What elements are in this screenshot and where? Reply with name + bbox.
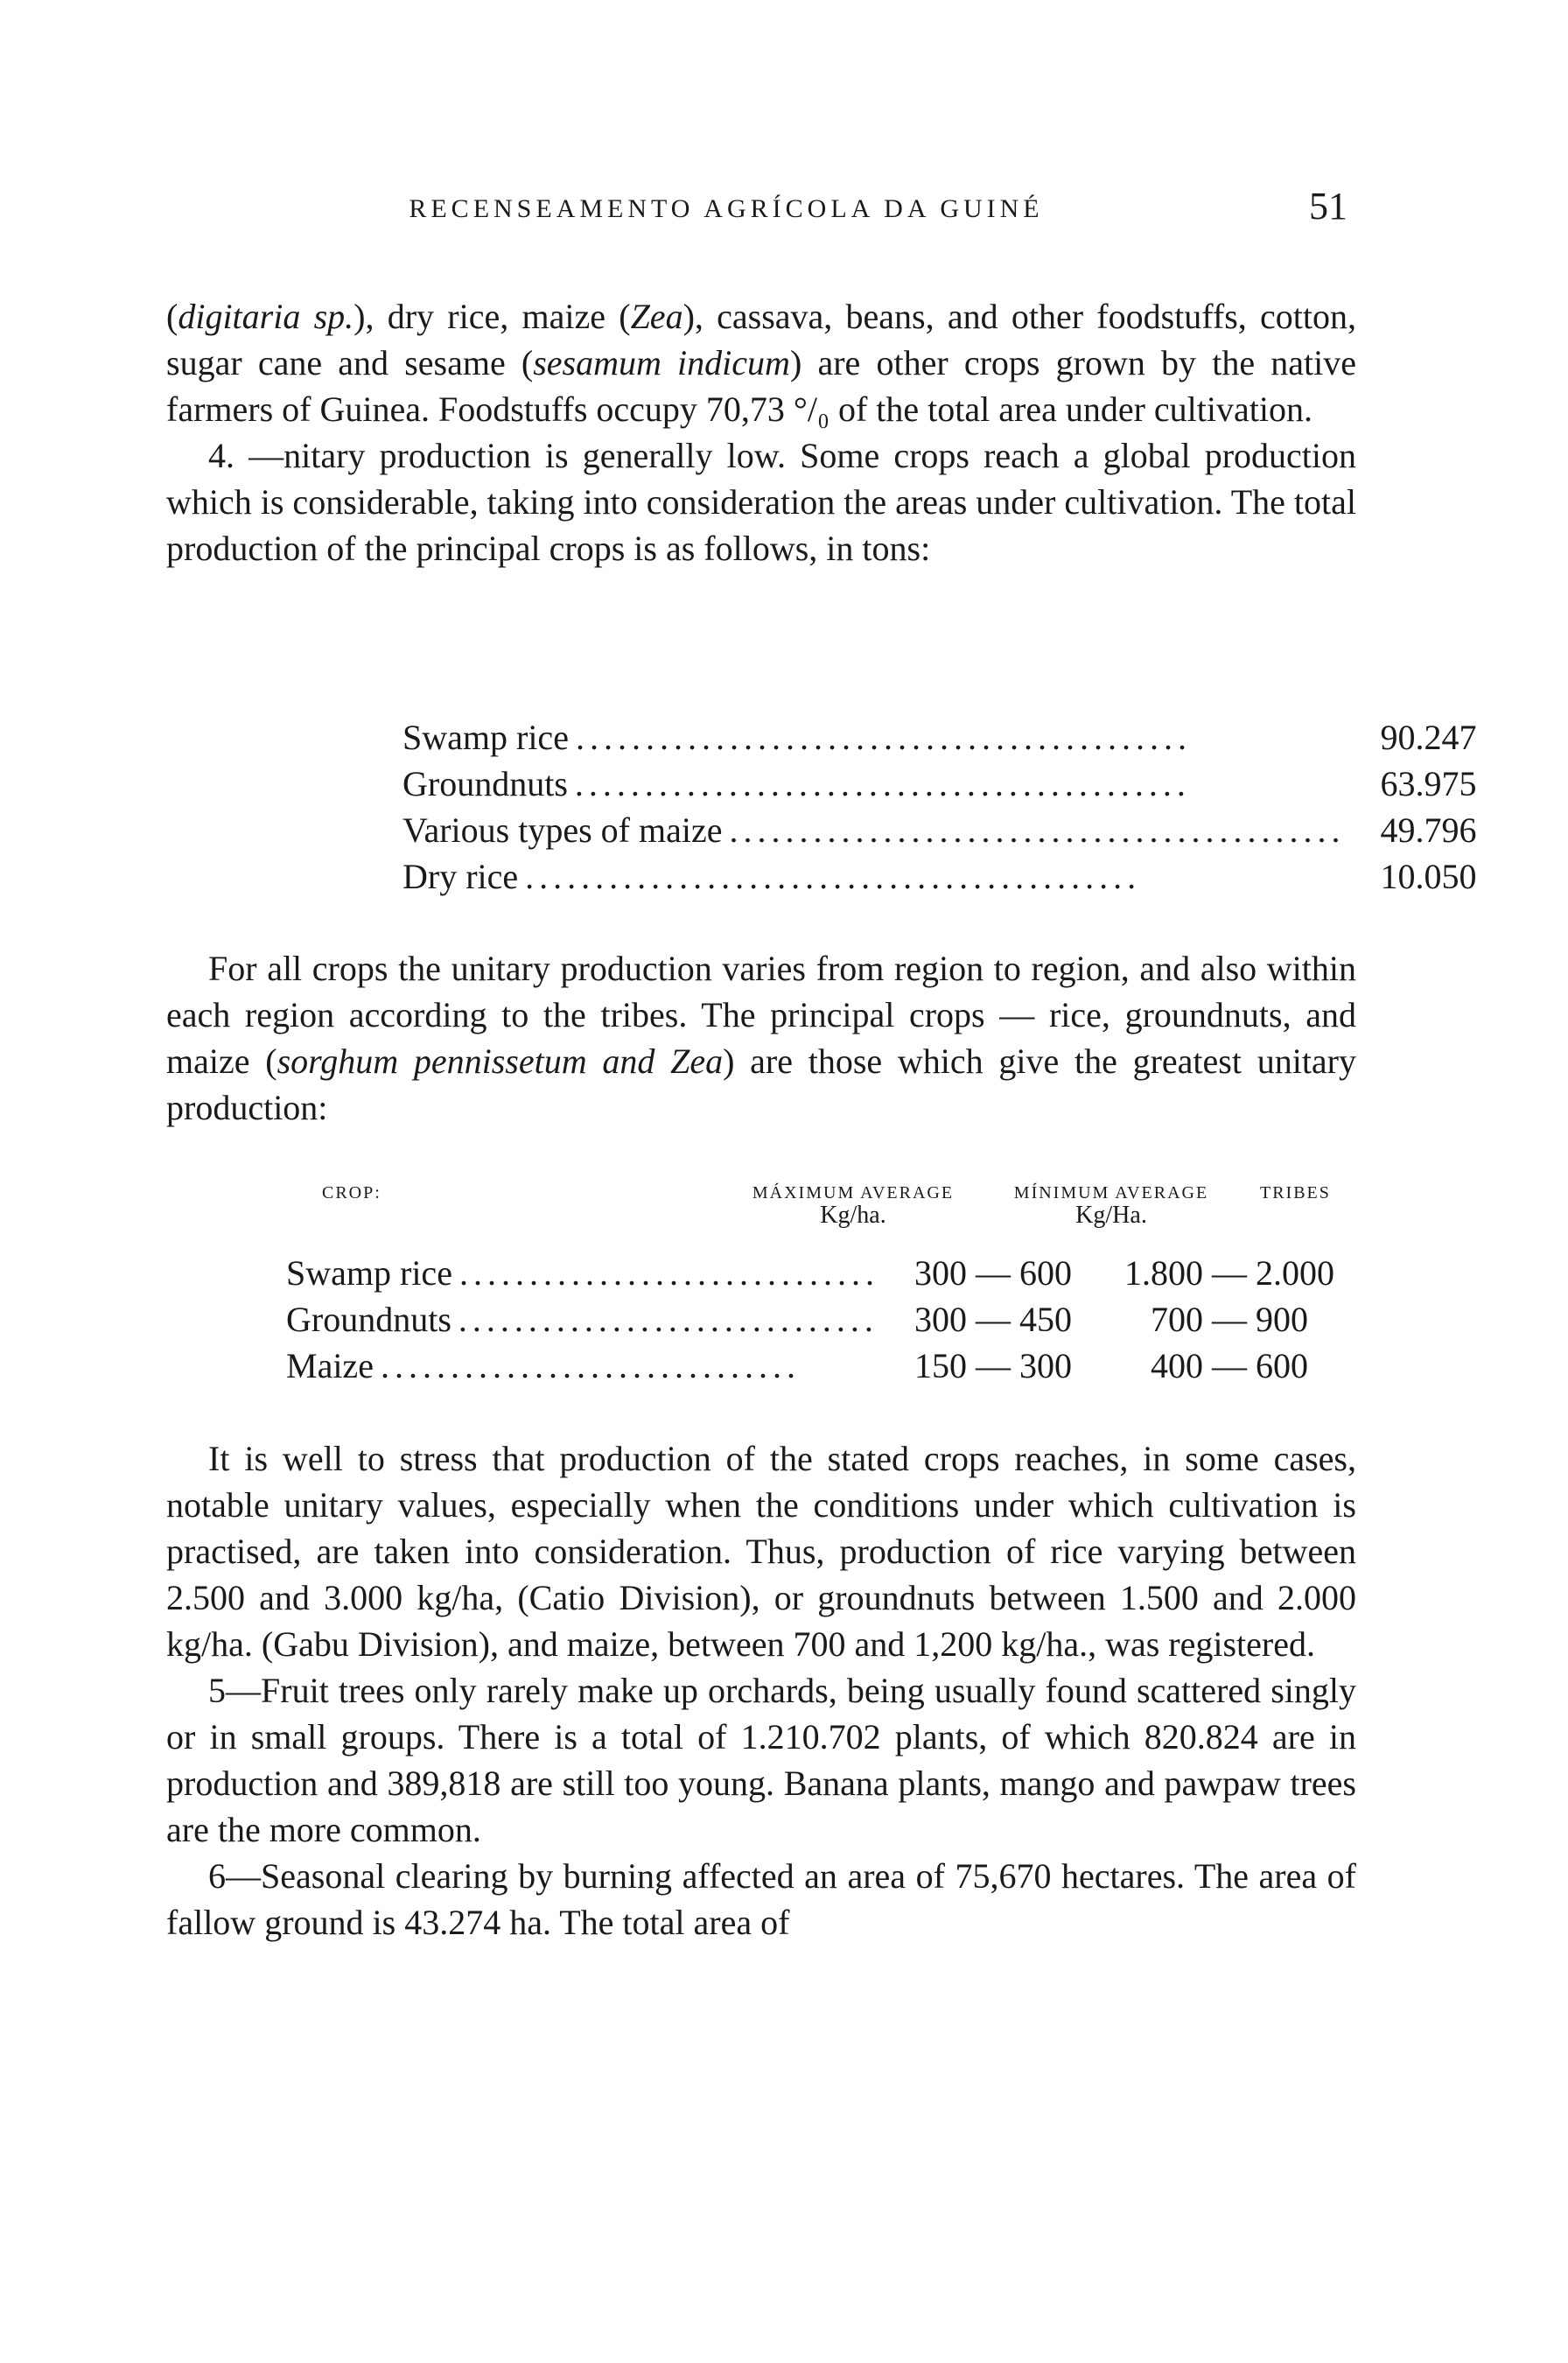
table-row — [402, 807, 1476, 853]
table-row — [286, 1343, 1352, 1389]
production-value: 63.975 — [1380, 764, 1477, 803]
dot-leader: .............................. — [458, 1253, 879, 1293]
dot-leader: ............................................ — [525, 857, 1142, 896]
dot-leader: ............................................ — [729, 810, 1346, 850]
production-table — [402, 714, 1476, 900]
dot-leader: ............................................ — [575, 718, 1192, 757]
header-minimum-unit: Kg/Ha. — [1075, 1202, 1147, 1229]
running-title: RECENSEAMENTO AGRÍCOLA DA GUINÉ — [409, 194, 1044, 223]
unitary-production-table — [286, 1250, 1352, 1389]
page-number: 51 — [1309, 185, 1348, 228]
table-row — [402, 761, 1476, 807]
unit-table-header — [280, 1183, 1365, 1236]
paragraph-item-5: 5—Fruit trees only rarely make up orchards, being usually found scattered singly or in small groups. There is a total of 1.210.702 plants, of which 820.824 are in production and 389,818 are still too young. Banana plants, mango and pawpaw trees are the more common. — [166, 1671, 1356, 1849]
paragraph-unitary — [166, 945, 1356, 1131]
crop-name: Dry rice — [402, 857, 519, 896]
maximum-value: 300 — 450 — [914, 1300, 1072, 1339]
crop-name: Swamp rice — [402, 718, 569, 757]
term-digitaria: digitaria sp. — [178, 297, 354, 336]
paragraph-crops — [166, 293, 1356, 571]
header-minimum: MÍNIMUM AVERAGE Kg/Ha. — [980, 1183, 1242, 1228]
maximum-value: 150 — 300 — [914, 1346, 1072, 1385]
table-row — [286, 1250, 1352, 1296]
production-value: 10.050 — [1380, 857, 1477, 896]
crop-name: Swamp rice — [286, 1253, 452, 1293]
paragraph-item-6: 6—Seasonal clearing by burning affected an area of 75,670 hectares. The area of fallow ground is 43.274 ha. The total area of — [166, 1856, 1356, 1942]
minimum-value: 700 — 900 — [1150, 1300, 1308, 1339]
dot-leader: .............................. — [380, 1346, 801, 1385]
table-row — [402, 714, 1476, 761]
header-tribes: TRIBES — [1260, 1183, 1331, 1203]
minimum-value: 1.800 — 2.000 — [1124, 1253, 1334, 1293]
term-zea: Zea — [630, 297, 683, 336]
table-row — [286, 1296, 1352, 1343]
dot-leader: ............................................ — [574, 764, 1191, 803]
crop-name: Maize — [286, 1346, 374, 1385]
header-maximum-unit: Kg/ha. — [820, 1202, 886, 1229]
paragraph-item-4: 4. —nitary production is generally low. Some crops reach a global production which is considerable, taking into consideration the areas under cultivation. The total production of the principal crops is as follows, in tons: — [166, 436, 1356, 568]
production-value: 49.796 — [1380, 810, 1477, 850]
minimum-value: 400 — 600 — [1150, 1346, 1308, 1385]
table-row — [402, 853, 1476, 900]
percent-sign: °/₀ — [793, 389, 830, 429]
maximum-value: 300 — 600 — [914, 1253, 1072, 1293]
term-sesamum: sesamum indicum — [533, 343, 790, 382]
crop-name: Groundnuts — [402, 764, 568, 803]
header-crop: CROP: — [322, 1183, 382, 1203]
production-value: 90.247 — [1380, 718, 1477, 757]
paragraph-remarks — [166, 1435, 1356, 1946]
crop-name: Various types of maize — [402, 810, 723, 850]
paragraph-crops-text: (digitaria sp.), dry rice, maize (Zea), cassava, beans, and other foodstuffs, cotton, sugar cane and sesame (sesamum indicum) are other crops grown by the native farmers of Guinea. Foodstuffs occupy 70,73 °/₀ of the total area under cultivation. — [166, 297, 1357, 429]
paragraph-unitary-text: For all crops the unitary production varies from region to region, and also within each region according to the tribes. The principal crops — rice, groundnuts, and maize (sorghum pennissetum and Zea) are those which give the greatest unitary production: — [166, 949, 1357, 1127]
crop-name: Groundnuts — [286, 1300, 452, 1339]
term-sorghum: sorghum pennissetum and Zea — [276, 1041, 724, 1081]
paragraph-stress: It is well to stress that production of the stated crops reaches, in some cases, notable unitary values, especially when the conditions under which cultivation is practised, are taken into consideration. Thus, production of rice varying between 2.500 and 3.000 kg/ha, (Catio Division), or groundnuts between 1.500 and 2.000 kg/ha. (Gabu Division), and maize, between 700 and 1,200 kg/ha., was registered. — [166, 1439, 1356, 1664]
dot-leader: .............................. — [458, 1300, 878, 1339]
header-maximum: MÁXIMUM AVERAGE Kg/ha. — [718, 1183, 989, 1228]
